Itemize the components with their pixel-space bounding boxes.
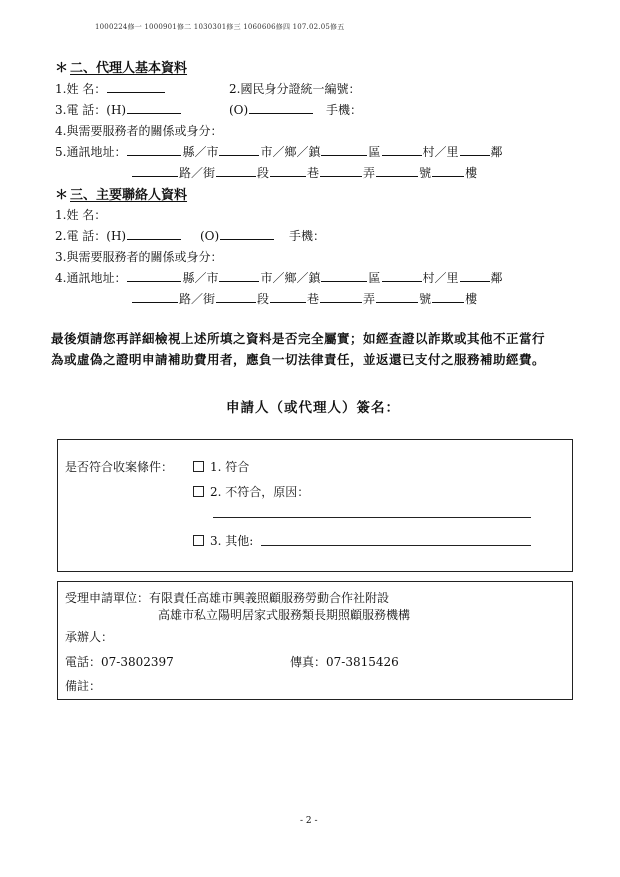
contact-phone-o-label: (O) [200, 229, 220, 243]
section-contact-title: 三、主要聯絡人資料 [70, 188, 188, 203]
signature-label: 申請人（或代理人）簽名： [226, 400, 400, 416]
agent-section-label: 段 [257, 166, 270, 180]
contact-floor-label: 樓 [465, 292, 478, 306]
agent-name-label: 1.姓 名： [55, 82, 107, 96]
section-agent-heading [55, 57, 187, 76]
agent-lane-label: 巷 [307, 166, 320, 180]
contact-county-label: 縣／市 [182, 271, 219, 285]
agent-phone-o-label: (O) [229, 103, 249, 117]
agent-county-field[interactable] [127, 144, 181, 156]
reason-line[interactable] [213, 517, 531, 518]
contact-section-label: 段 [257, 292, 270, 306]
checkbox-meets[interactable] [193, 461, 204, 472]
eligibility-option-other[interactable] [193, 532, 253, 549]
eligibility-option-not-meets-label: 2. 不符合，原因： [210, 485, 310, 499]
revision-history: 1000224修一 1000901修二 1030301修三 1060606修四 107.02.05修五 [95, 23, 345, 31]
agent-road-field[interactable] [132, 165, 178, 177]
agent-phone-h-field[interactable] [127, 102, 181, 114]
agent-phone-o-row [229, 101, 362, 118]
star-icon: ＊ [55, 61, 69, 76]
agent-alley-label: 弄 [363, 166, 376, 180]
checkbox-other[interactable] [193, 535, 204, 546]
contact-phone-o-field[interactable] [220, 228, 274, 240]
office-unit-line2: 高雄市私立陽明居家式服務類長期照顧服務機構 [158, 608, 411, 622]
agent-neighbor-label: 鄰 [490, 145, 503, 159]
contact-neighbor-label: 鄰 [490, 271, 503, 285]
handler-label: 承辦人： [65, 630, 114, 644]
agent-village-field[interactable] [382, 144, 422, 156]
office-fax: 傳真：07-3815426 [290, 655, 399, 669]
remarks-label: 備註： [65, 679, 102, 693]
agent-lane-field[interactable] [270, 165, 306, 177]
contact-address-row2 [131, 290, 477, 307]
contact-relation-label: 3.與需要服務者的關係或身分： [55, 250, 223, 264]
contact-neighbor-field[interactable] [460, 270, 490, 282]
contact-road-field[interactable] [132, 291, 178, 303]
agent-relation-label: 4.與需要服務者的關係或身分： [55, 124, 223, 138]
contact-county-field[interactable] [127, 270, 181, 282]
contact-lane-label: 巷 [307, 292, 320, 306]
agent-floor-field[interactable] [432, 165, 464, 177]
agent-village-label: 村／里 [422, 145, 459, 159]
agent-alley-field[interactable] [320, 165, 362, 177]
agent-section-field[interactable] [216, 165, 256, 177]
declaration-line2: 為或虛偽之證明申請補助費用者，應負一切法律責任，並返還已支付之服務補助經費。 [51, 352, 546, 367]
contact-section-field[interactable] [216, 291, 256, 303]
agent-phone-h-label: 3.電 話：(H) [55, 103, 127, 117]
other-line[interactable] [261, 545, 531, 546]
agent-road-label: 路／街 [179, 166, 216, 180]
agent-name-row [55, 80, 166, 97]
contact-village-label: 村／里 [422, 271, 459, 285]
agent-city-label: 市／鄉／鎮 [260, 145, 321, 159]
eligibility-option-not-meets[interactable] [193, 483, 309, 500]
agent-address-row2 [131, 164, 477, 181]
eligibility-option-meets[interactable] [193, 458, 249, 475]
office-phone: 電話：07-3802397 [65, 655, 174, 669]
agent-mobile-label: 手機： [326, 103, 363, 117]
contact-mobile-label: 手機： [289, 229, 326, 243]
office-unit-label: 受理申請單位：有限責任高雄市興義照顧服務勞動合作社附設 [65, 591, 390, 605]
contact-alley-field[interactable] [320, 291, 362, 303]
contact-district-label: 區 [368, 271, 381, 285]
agent-id-row [229, 80, 360, 97]
contact-address-row1 [55, 269, 503, 286]
eligibility-label: 是否符合收案條件： [65, 460, 174, 474]
contact-address-label: 4.通訊地址： [55, 271, 127, 285]
agent-number-field[interactable] [376, 165, 418, 177]
section-contact-heading [55, 184, 187, 203]
star-icon: ＊ [55, 188, 69, 203]
contact-floor-field[interactable] [432, 291, 464, 303]
eligibility-option-meets-label: 1. 符合 [210, 460, 250, 474]
contact-name-label: 1.姓 名： [55, 208, 107, 222]
agent-county-label: 縣／市 [182, 145, 219, 159]
agent-floor-label: 樓 [465, 166, 478, 180]
agent-number-label: 號 [419, 166, 432, 180]
eligibility-option-other-label: 3. 其他: [210, 534, 254, 548]
contact-city-label: 市／鄉／鎮 [260, 271, 321, 285]
contact-number-field[interactable] [376, 291, 418, 303]
contact-alley-label: 弄 [363, 292, 376, 306]
agent-name-field[interactable] [107, 81, 165, 93]
contact-phone-o-row [200, 227, 325, 244]
contact-phone-h-label: 2.電 話：(H) [55, 229, 127, 243]
agent-district-field[interactable] [321, 144, 367, 156]
contact-district-field[interactable] [321, 270, 367, 282]
contact-phone-h-field[interactable] [127, 228, 181, 240]
contact-lane-field[interactable] [270, 291, 306, 303]
agent-address-row1 [55, 143, 503, 160]
contact-number-label: 號 [419, 292, 432, 306]
contact-road-label: 路／街 [179, 292, 216, 306]
contact-city-field[interactable] [219, 270, 259, 282]
agent-address-label: 5.通訊地址： [55, 145, 127, 159]
checkbox-not-meets[interactable] [193, 486, 204, 497]
contact-phone-row [55, 227, 182, 244]
agent-phone-row [55, 101, 182, 118]
agent-id-label: 2.國民身分證統一編號： [229, 82, 361, 96]
section-agent-title: 二、代理人基本資料 [70, 61, 188, 76]
agent-city-field[interactable] [219, 144, 259, 156]
agent-district-label: 區 [368, 145, 381, 159]
agent-phone-o-field[interactable] [249, 102, 313, 114]
agent-neighbor-field[interactable] [460, 144, 490, 156]
page-number: - 2 - [300, 816, 318, 826]
declaration-line1: 最後煩請您再詳細檢視上述所填之資料是否完全屬實；如經查證以詐欺或其他不正當行 [51, 331, 546, 346]
contact-village-field[interactable] [382, 270, 422, 282]
